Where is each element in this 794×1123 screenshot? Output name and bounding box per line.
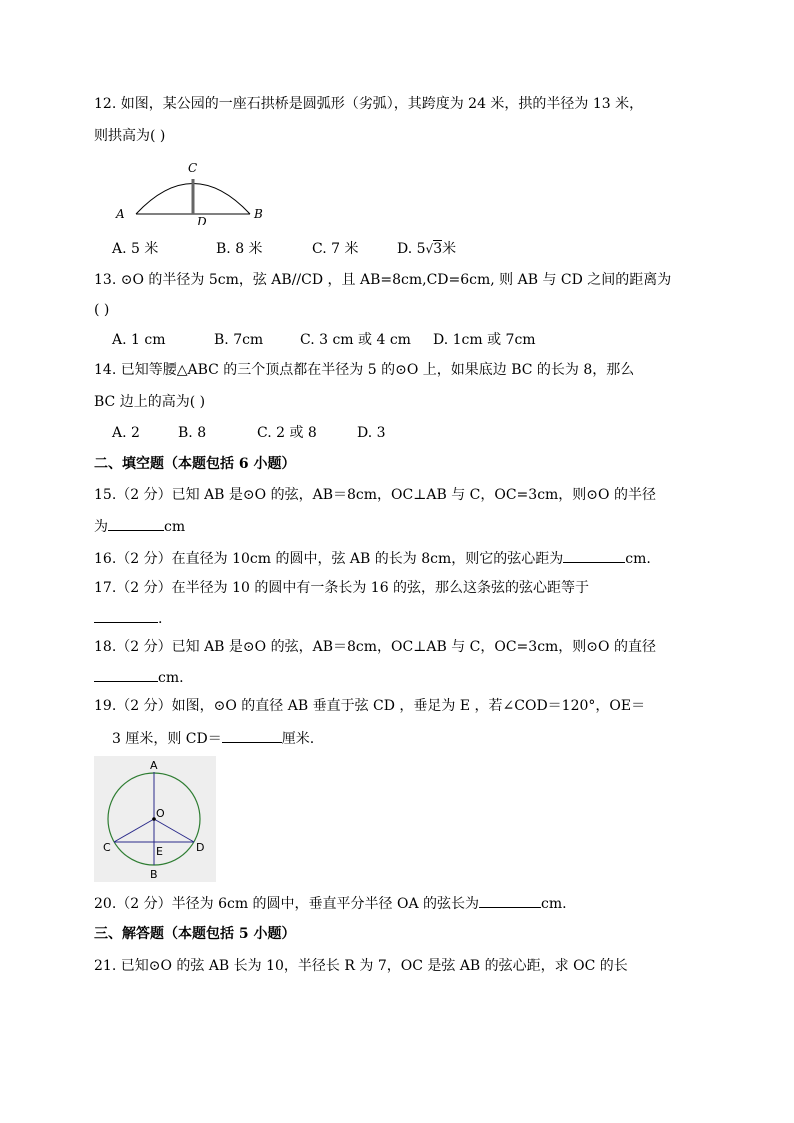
q19-line2: 3 厘米，则 CD＝ 厘米.	[112, 728, 314, 749]
section2-title: 二、填空题（本题包括 6 小题）	[94, 456, 296, 472]
answer-blank	[479, 893, 541, 908]
answer-blank	[94, 667, 158, 682]
q14-line2: BC 边上的高为( )	[94, 394, 206, 410]
q14-option-a: A. 2	[112, 425, 140, 441]
label-a: A	[150, 759, 158, 772]
q16: 16.（2 分）在直径为 10cm 的圆中，弦 AB 的长为 8cm，则它的弦心距为 cm.	[94, 548, 651, 569]
q14-option-b: B. 8	[178, 425, 207, 441]
q14-line1: 14. 已知等腰△ABC 的三个顶点都在半径为 5 的⊙O 上，如果底边 BC 的长为 8，那么	[94, 362, 635, 378]
label-a: A	[116, 207, 125, 221]
label-d: D	[196, 841, 205, 854]
radicand: 3	[433, 241, 443, 257]
q13-option-b: B. 7cm	[214, 332, 264, 348]
q14-options	[112, 423, 712, 443]
q13-line2: ( )	[94, 302, 110, 318]
arch-bridge-figure	[110, 155, 270, 225]
q17-line1: 17.（2 分）在半径为 10 的圆中有一条长为 16 的弦，那么这条弦的弦心距等于	[94, 580, 590, 596]
q15-line2: 为 cm	[94, 516, 185, 537]
q12-line1: 12. 如图，某公园的一座石拱桥是圆弧形（劣弧），其跨度为 24 米，拱的半径为 13 米，	[94, 96, 644, 112]
q13-options	[112, 330, 712, 350]
q12-line2: 则拱高为( )	[94, 128, 166, 144]
q12-option-a: A. 5 米	[112, 241, 159, 257]
q12-option-c: C. 7 米	[312, 241, 359, 257]
q18-line1: 18.（2 分）已知 AB 是⊙O 的弦，AB＝8cm，OC⊥AB 与 C，OC=3cm，则⊙O 的直径	[94, 639, 656, 655]
q13-line1: 13. ⊙O 的半径为 5cm，弦 AB//CD ，且 AB=8cm,CD=6cm, 则 AB 与 CD 之间的距离为	[94, 272, 672, 288]
circle-chord-figure	[94, 756, 216, 882]
q13-option-d: D. 1cm 或 7cm	[433, 332, 536, 348]
answer-blank	[94, 608, 158, 623]
answer-blank	[222, 728, 282, 743]
q17-line2: .	[94, 608, 162, 629]
answer-blank	[108, 516, 164, 531]
label-c: C	[103, 841, 111, 854]
label-e: E	[156, 845, 163, 858]
q15-line1: 15.（2 分）已知 AB 是⊙O 的弦，AB＝8cm，OC⊥AB 与 C，OC=3cm，则⊙O 的半径	[94, 487, 656, 503]
q20: 20.（2 分）半径为 6cm 的圆中，垂直平分半径 OA 的弦长为 cm.	[94, 893, 567, 914]
q18-line2: cm.	[94, 667, 184, 688]
q14-option-d: D. 3	[357, 425, 386, 441]
q13-option-a: A. 1 cm	[112, 332, 166, 348]
label-o: O	[156, 807, 165, 820]
answer-blank	[563, 548, 625, 563]
q12-option-d: D. 5√3米	[397, 241, 457, 257]
label-b: B	[150, 868, 158, 881]
label-c: C	[188, 161, 198, 175]
q19-line1: 19.（2 分）如图，⊙O 的直径 AB 垂直于弦 CD ，垂足为 E ，若∠COD＝120°，OE＝	[94, 698, 646, 714]
q13-option-c: C. 3 cm 或 4 cm	[300, 332, 411, 348]
label-b: B	[254, 207, 263, 221]
q14-option-c: C. 2 或 8	[257, 425, 317, 441]
q12-option-b: B. 8 米	[216, 241, 263, 257]
label-d: D	[197, 215, 207, 225]
section3-title: 三、解答题（本题包括 5 小题）	[94, 926, 296, 942]
q21-line1: 21. 已知⊙O 的弦 AB 长为 10，半径长 R 为 7，OC 是弦 AB 的弦心距，求 OC 的长	[94, 958, 628, 974]
q12-options	[112, 239, 712, 259]
